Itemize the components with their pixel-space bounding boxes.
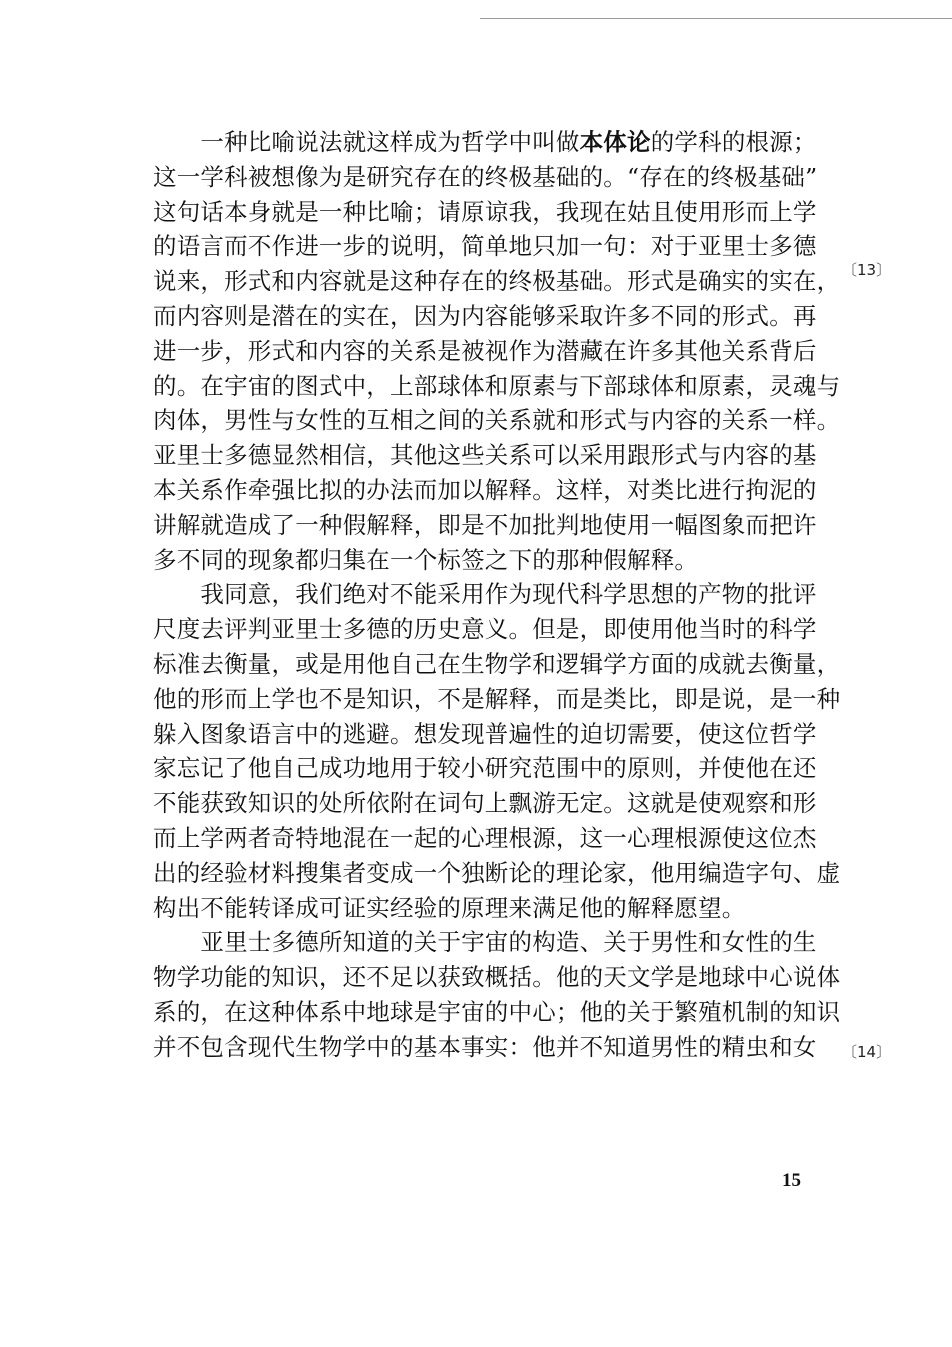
text-line: 物学功能的知识，还不足以获致概括。他的天文学是地球中心说体 xyxy=(153,963,841,992)
text-line: 进一步，形式和内容的关系是被视作为潜藏在许多其他关系背后 xyxy=(153,336,817,365)
text-line: 本关系作牵强比拟的办法而加以解释。这样，对类比进行拘泥的 xyxy=(153,475,817,504)
text-line: 出的经验材料搜集者变成一个独断论的理论家，他用编造字句、虚 xyxy=(153,858,841,887)
text-line: 亚里士多德显然相信，其他这些关系可以采用跟形式与内容的基 xyxy=(153,441,817,470)
paragraph xyxy=(153,925,841,1064)
text-line: 亚里士多德所知道的关于宇宙的构造、关于男性和女性的生 xyxy=(153,928,817,957)
text-line: 构出不能转译成可证实经验的原理来满足他的解释愿望。 xyxy=(153,893,746,922)
header-rule xyxy=(480,18,952,19)
text-line xyxy=(153,125,829,160)
text-run: 一种比喻说法就这样成为哲学中叫做 xyxy=(153,128,580,156)
text-line: 这一学科被想像为是研究存在的终极基础的。“存在的终极基础” xyxy=(153,162,818,191)
text-line: 标准去衡量，或是用他自己在生物学和逻辑学方面的成就去衡量， xyxy=(153,649,841,678)
text-line: 我同意，我们绝对不能采用作为现代科学思想的产物的批评 xyxy=(153,580,817,609)
text-line: 的。在宇宙的图式中，上部球体和原素与下部球体和原素，灵魂与 xyxy=(153,371,841,400)
text-line: 系的，在这种体系中地球是宇宙的中心；他的关于繁殖机制的知识 xyxy=(153,997,841,1026)
text-line: 多不同的现象都归集在一个标签之下的那种假解释。 xyxy=(153,545,699,574)
text-run: 的学科的根源； xyxy=(650,128,817,156)
text-line: 说来，形式和内容就是这种存在的终极基础。形式是确实的实在， xyxy=(153,267,841,296)
paragraph xyxy=(153,577,841,925)
text-line: 而内容则是潜在的实在，因为内容能够采取许多不同的形式。再 xyxy=(153,301,817,330)
emphasis-term: 本体论 xyxy=(579,128,651,156)
text-line: 的语言而不作进一步的说明，简单地只加一句：对于亚里士多德 xyxy=(153,232,817,261)
text-line: 他的形而上学也不是知识，不是解释，而是类比，即是说，是一种 xyxy=(153,684,841,713)
margin-ref-13: 〔13〕 xyxy=(842,261,892,279)
text-line: 肉体，男性与女性的互相之间的关系就和形式与内容的关系一样。 xyxy=(153,406,841,435)
body-text xyxy=(153,125,841,1065)
text-line: 尺度去评判亚里士多德的历史意义。但是，即使用他当时的科学 xyxy=(153,615,817,644)
text-line: 躲入图象语言中的逃避。想发现普遍性的迫切需要，使这位哲学 xyxy=(153,719,817,748)
text-line: 而上学两者奇特地混在一起的心理根源，这一心理根源使这位杰 xyxy=(153,823,817,852)
paragraph xyxy=(153,125,841,577)
text-line: 讲解就造成了一种假解释，即是不加批判地使用一幅图象而把许 xyxy=(153,510,817,539)
margin-ref-14: 〔14〕 xyxy=(842,1043,892,1061)
text-line: 并不包含现代生物学中的基本事实：他并不知道男性的精虫和女 xyxy=(153,1032,817,1061)
text-line: 这句话本身就是一种比喻；请原谅我，我现在姑且使用形而上学 xyxy=(153,197,817,226)
page-number: 15 xyxy=(782,1170,801,1191)
text-line: 家忘记了他自己成功地用于较小研究范围中的原则，并使他在还 xyxy=(153,754,817,783)
text-line: 不能获致知识的处所依附在词句上飘游无定。这就是使观察和形 xyxy=(153,789,817,818)
